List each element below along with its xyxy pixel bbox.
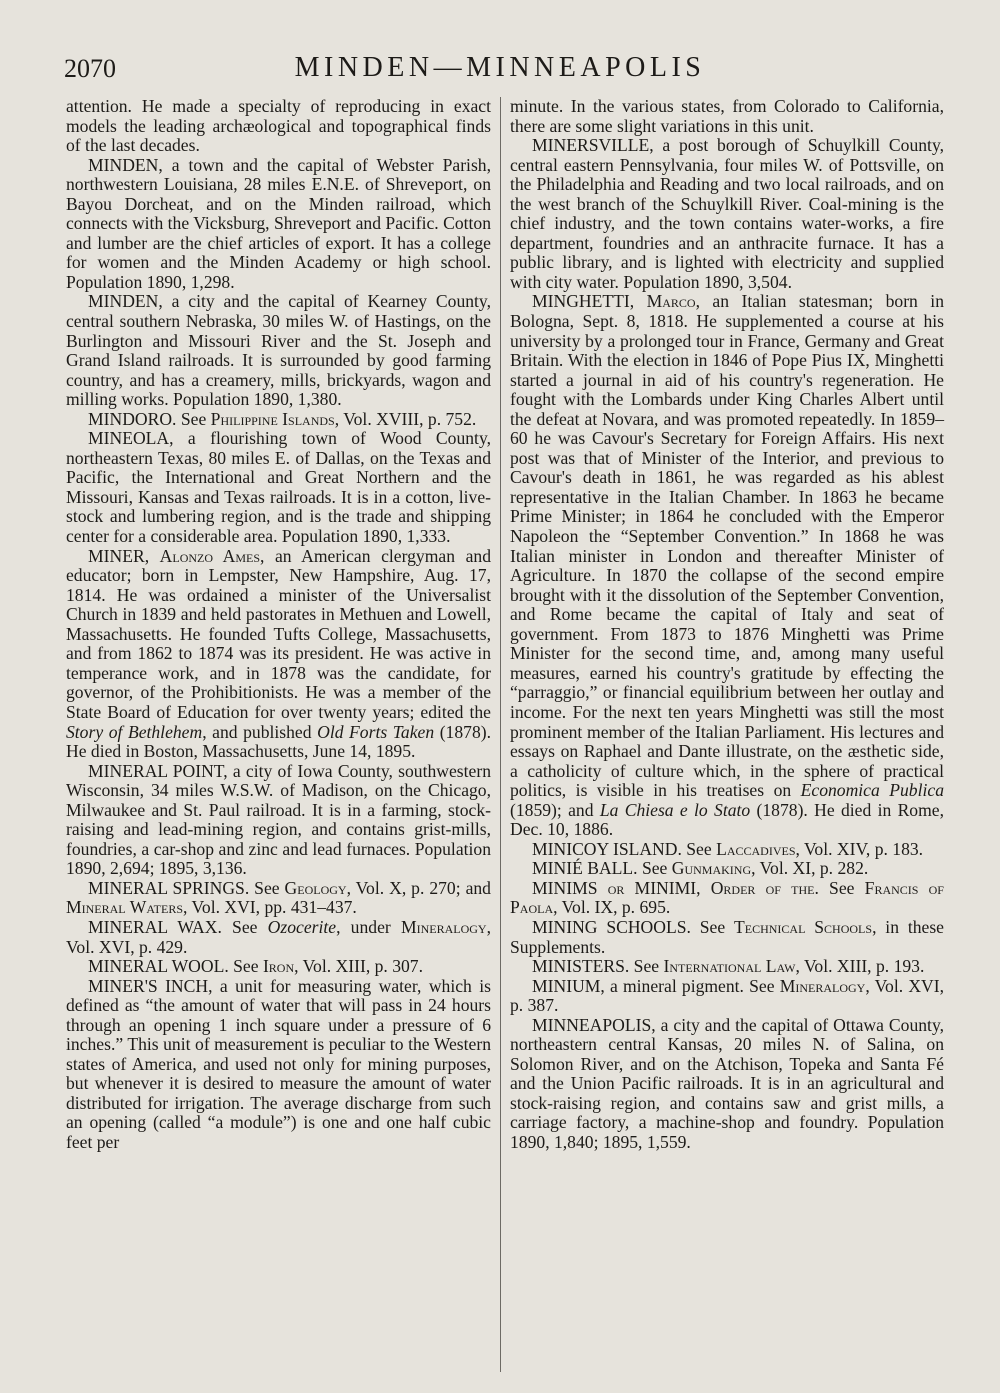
entry-minghetti: MINGHETTI, Marco, an Italian statesman; born in Bologna, Sept. 8, 1818. He supplemented a course at his university by a prolonged tour in France, Germany and Great Britain. With the election in 1846 of Pope Pius IX, Minghetti started a journal in aid of his country's regeneration. He fought with the Lombards under King Charles Albert until the defeat at Novara, and was promoted repeatedly. In 1859–60 he was Cavour's Secretary for Foreign Affairs. His next post was that of Minister of the Interior, and previous to Cavour's death in 1861, he was regarded as his ablest representative in the Italian Chamber. In 1863 he became Prime Minister; in 1864 he concluded with the Emperor Napoleon the “September Convention.” In 1868 he was Italian minister in London and thereafter Minister of Agriculture. In 1870 the collapse of the second empire brought with it the dissolution of the September Convention, and Rome became the capital of Italy and seat of government. From 1873 to 1876 Minghetti was Prime Minister for the second time, and, among many useful measures, earned his country's gratitude by effecting the “parraggio,” or financial equilibrium between her outlay and income. For the next ten years Minghetti was still the most prominent member of the Italian Parliament. His lectures and essays on Raphael and Dante illustrate, on the æsthetic side, a catholicity of culture which, in the sphere of practical politics, is visible in his treatises on Economica Publica (1859); and La Chiesa e lo Stato (1878). He died in Rome, Dec. 10, 1886. [510, 291, 944, 840]
entry-mineral-wax: MINERAL WAX. See Ozocerite, under Mineralogy, Vol. XVI, p. 429. [66, 916, 491, 957]
entry-minden-nebraska: MINDEN, a city and the capital of Kearney County, central southern Nebraska, 30 miles W. of Hastings, on the Burlington and Missouri River and the St. Joseph and Grand Island railroads. It is surrounded by good farming country, and has a creamery, mills, brickyards, wagon and milling works. Population 1890, 1,380. [66, 291, 491, 410]
entry-mineral-wool: MINERAL WOOL. See Iron, Vol. XIII, p. 307. [88, 956, 424, 977]
entry-continuation: minute. In the various states, from Colorado to California, there are some slight variations in this unit. [510, 96, 944, 136]
entry-mindoro: MINDORO. See Philippine Islands, Vol. XVIII, p. 752. [88, 408, 477, 429]
page-header [64, 48, 936, 92]
right-column [510, 97, 944, 1153]
column-rule [500, 97, 501, 1372]
entry-minden-louisiana: MINDEN, a town and the capital of Webster Parish, northwestern Louisiana, 28 miles E.N.E. of Shreveport, on Bayou Dorcheat, and on the Minden railroad, which connects with the Vicksburg, Shreveport and Pacific. Cotton and lumber are the chief articles of export. It has a college for women and the Minden Academy or high school. Population 1890, 1,298. [66, 154, 491, 292]
entry-minersville: MINERSVILLE, a post borough of Schuylkill County, central eastern Pennsylvania, four miles W. of Pottsville, on the Philadelphia and Reading and two local railroads, and on the west branch of the Schuylkill River. Coal-mining is the chief industry, and the town contains water-works, a fire department, foundries and an anthracite furnace. It has a public library, and is lighted with electricity and supplied with city water. Population 1890, 3,504. [510, 135, 944, 292]
entry-mineral-point: MINERAL POINT, a city of Iowa County, southwestern Wisconsin, 34 miles W.S.W. of Madison, on the Chicago, Milwaukee and St. Paul railroad. It is in a farming, stock-raising and lead-mining region, and contains grist-mills, foundries, a car-shop and zinc and lead furnaces. Population 1890, 2,694; 1895, 3,136. [66, 760, 491, 879]
entry-minie-ball: MINIÉ BALL. See Gunmaking, Vol. XI, p. 282. [532, 858, 869, 879]
entry-ministers: MINISTERS. See International Law, Vol. XIII, p. 193. [532, 956, 925, 977]
entry-mineral-springs: MINERAL SPRINGS. See Geology, Vol. X, p. 270; and Mineral Waters, Vol. XVI, pp. 431–437. [66, 877, 491, 918]
entry-minium: MINIUM, a mineral pigment. See Mineralogy, Vol. XVI, p. 387. [510, 975, 944, 1016]
entry-minims: MINIMS or MINIMI, Order of the. See Francis of Paola, Vol. IX, p. 695. [510, 877, 944, 918]
running-head: MINDEN—MINNEAPOLIS [294, 52, 706, 83]
entry-continuation: attention. He made a specialty of reproducing in exact models the leading archæological and topographical finds of the last decades. [66, 96, 491, 156]
entry-minicoy-island: MINICOY ISLAND. See Laccadives, Vol. XIV, p. 183. [532, 838, 924, 859]
left-column [66, 97, 491, 1153]
entry-miner: MINER, Alonzo Ames, an American clergyman and educator; born in Lempster, New Hampshire, Aug. 17, 1814. He was ordained a minister of the Universalist Church in 1839 and held pastorates in Methuen and Lowell, Massachusetts. He founded Tufts College, Massachusetts, and from 1862 to 1874 was its president. He was active in temperance work, and in 1878 was the candidate, for governor, of the Prohibitionists. He was a member of the State Board of Education for over twenty years; edited the Story of Bethlehem, and published Old Forts Taken (1878). He died in Boston, Massachusetts, June 14, 1895. [66, 545, 492, 762]
page-number: 2070 [64, 54, 116, 83]
entry-minneapolis: MINNEAPOLIS, a city and the capital of Ottawa County, northeastern central Kansas, 20 miles N. of Salina, on Solomon River, and on the Atchison, Topeka and Santa Fé and the Union Pacific railroads. It is in an agricultural and stock-raising region, and contains saw and grist mills, a carriage factory, a machine-shop and foundry. Population 1890, 1,840; 1895, 1,559. [510, 1014, 944, 1152]
entry-mineola: MINEOLA, a flourishing town of Wood County, northeastern Texas, 80 miles E. of Dallas, on the Texas and Pacific, the International and Great Northern and the Missouri, Kansas and Texas railroads. It is in a cotton, live-stock and lumbering region, and is the trade and shipping center for a considerable area. Population 1890, 1,333. [66, 428, 491, 547]
entry-miners-inch: MINER'S INCH, a unit for measuring water, which is defined as “the amount of water that will pass in 24 hours through an opening 1 inch square under a pressure of 6 inches.” This unit of measurement is peculiar to the Western states of America, and used not only for mining purposes, but whenever it is desired to measure the amount of water distributed for irrigation. The average discharge from such an opening (called “a module”) is one and one half cubic feet per [66, 975, 491, 1152]
entry-mining-schools: MINING SCHOOLS. See Technical Schools, in these Supplements. [510, 916, 944, 957]
